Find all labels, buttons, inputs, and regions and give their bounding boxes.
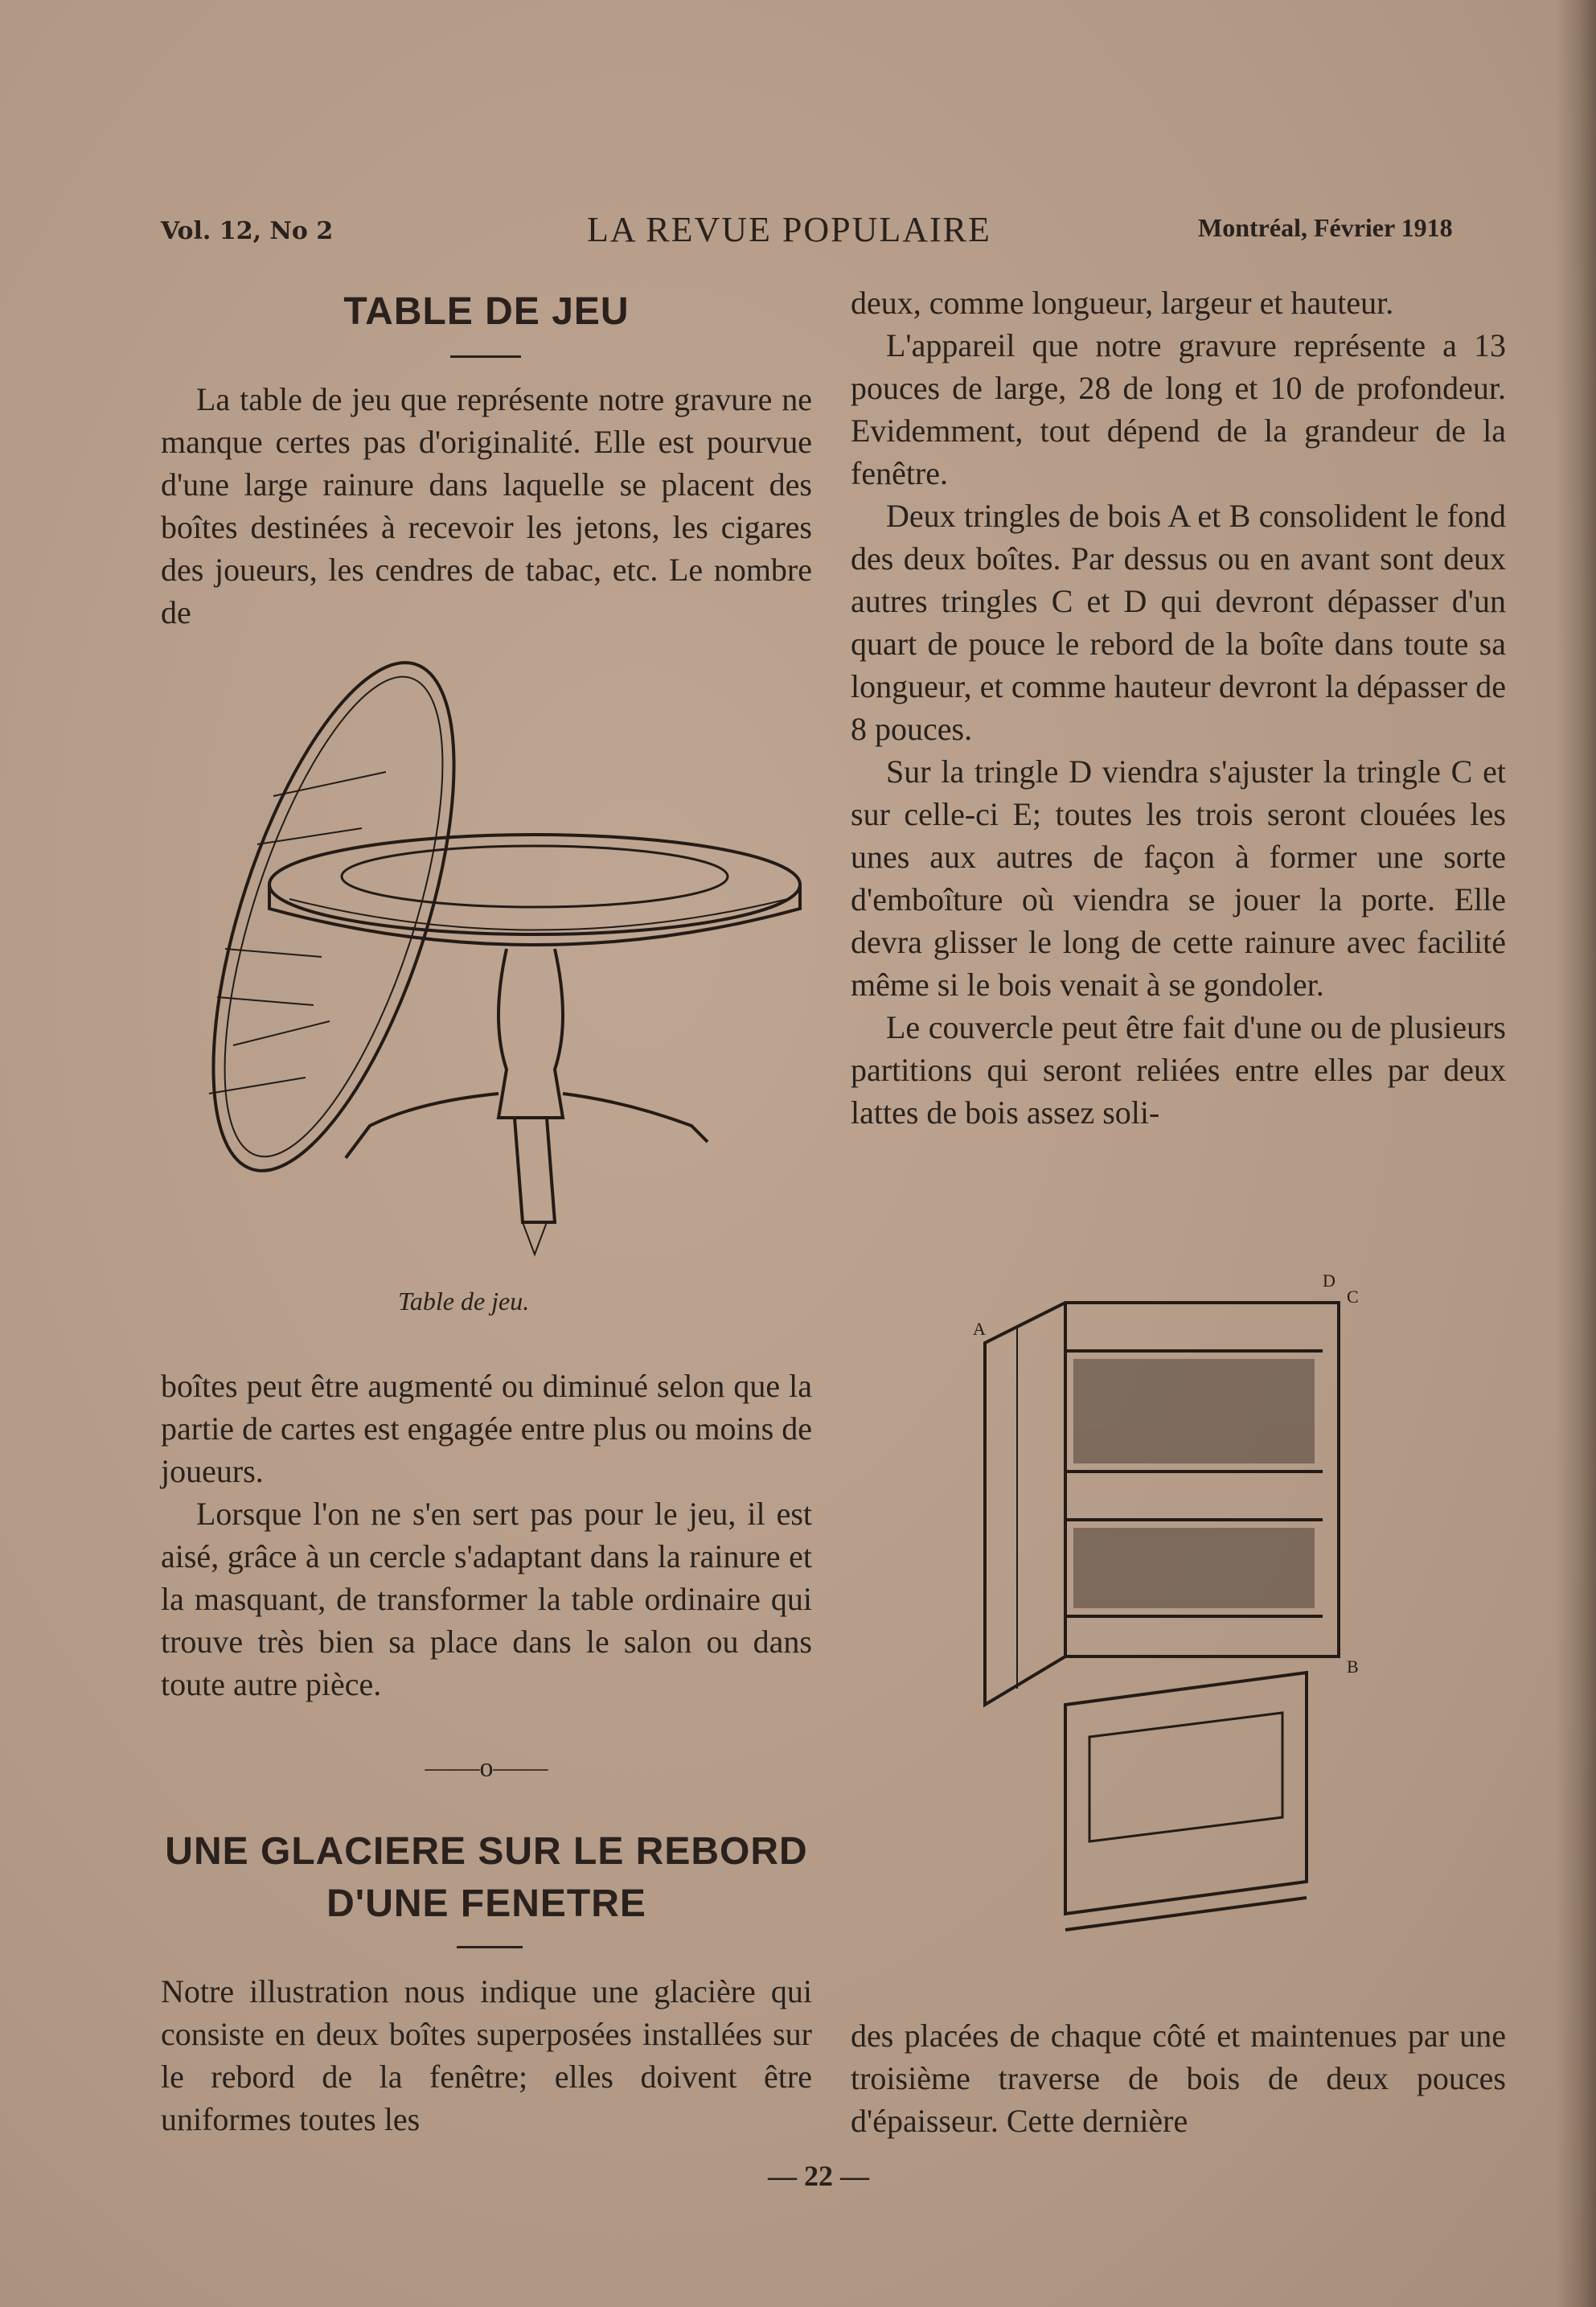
article-title-table-de-jeu: TABLE DE JEU <box>343 290 630 333</box>
icebox-label-d: D <box>1323 1270 1335 1291</box>
article1-para3: Lorsque l'on ne s'en sert pas pour le jeu, il est aisé, grâce à un cercle s'adaptant dans la rainure et la masquant, de transformer la table ordinaire qui trouve très bien sa place dans le salon ou dans toute autre pièce. <box>161 1496 812 1702</box>
volume-number: Vol. 12, No 2 <box>161 217 334 245</box>
magazine-title: LA REVUE POPULAIRE <box>587 210 991 249</box>
article1-continuation <box>161 1365 812 1706</box>
article1-para1: La table de jeu que représente notre gravure ne manque certes pas d'originalité. Elle est pourvue d'une large rainure dans laquelle se placent des boîtes destinées à recevoir les jetons, les cigares des joueurs, les cendres de tabac, etc. Le nombre de <box>161 381 812 630</box>
article2-intro-block <box>161 1970 812 2141</box>
icebox-label-b: B <box>1347 1656 1359 1677</box>
icebox-illustration <box>969 1254 1387 1954</box>
issue-date: Montréal, Février 1918 <box>1198 213 1453 242</box>
game-table-illustration <box>177 643 812 1270</box>
article2-intro: Notre illustration nous indique une glacière qui consiste en deux boîtes superposées installées sur le rebord de la fenêtre; elles doivent être uniformes toutes les <box>161 1973 812 2137</box>
table-pedestal <box>498 949 563 1118</box>
article2-col2-para3: Deux tringles de bois A et B consolident le fond des deux boîtes. Par dessus ou en avant sont deux autres tringles C et D qui devront dépasser d'un quart de pouce le rebord de la boîte dans toute sa longueur, et comme hauteur devront la dépasser de 8 pouces. <box>851 498 1506 747</box>
article2-col2-bottom: des placées de chaque côté et maintenues par une troisième traverse de bois de deux pouces d'épaisseur. Cette dernière <box>851 2018 1506 2139</box>
section-separator: ——o—— <box>425 1753 548 1783</box>
title-rule-2 <box>457 1946 523 1948</box>
article2-col2-para5: Le couvercle peut être fait d'une ou de plusieurs partitions qui seront reliées entre elles par deux lattes de bois assez soli- <box>851 1009 1506 1131</box>
article2-col2-para4: Sur la tringle D viendra s'ajuster la tringle C et sur celle-ci E; toutes les trois seront clouées les unes aux autres de façon à former une sorte d'emboîture où viendra se jouer la porte. Elle devra glisser le long de cette rainure avec facilité même si le bois venait à se gondoler. <box>851 753 1506 1003</box>
article1-para2: boîtes peut être augmenté ou diminué selon que la partie de cartes est engagée entre plus ou moins de joueurs. <box>161 1368 812 1489</box>
article2-col2-continuation: deux, comme longueur, largeur et hauteur. <box>851 285 1394 321</box>
article1-intro <box>161 378 812 634</box>
page-number: — 22 — <box>768 2160 869 2192</box>
article2-column2-bottom <box>851 2014 1506 2142</box>
article-title-glaciere-line2: D'UNE FENETRE <box>326 1882 646 1925</box>
article2-col2-para2: L'appareil que notre gravure représente a 13 pouces de large, 28 de long et 10 de profondeur. Evidemment, tout dépend de la grandeur de la fenêtre. <box>851 327 1506 491</box>
article-title-glaciere-line1: UNE GLACIERE SUR LE REBORD <box>165 1830 808 1873</box>
icebox-lower-door <box>1065 1673 1307 1914</box>
icebox-label-c: C <box>1347 1287 1359 1307</box>
icebox-label-a: A <box>973 1319 986 1339</box>
article2-column2 <box>851 281 1506 1134</box>
page-edge-shadow <box>1556 0 1596 2307</box>
figure-caption-table-de-jeu: Table de jeu. <box>398 1287 530 1316</box>
title-rule <box>450 355 521 358</box>
